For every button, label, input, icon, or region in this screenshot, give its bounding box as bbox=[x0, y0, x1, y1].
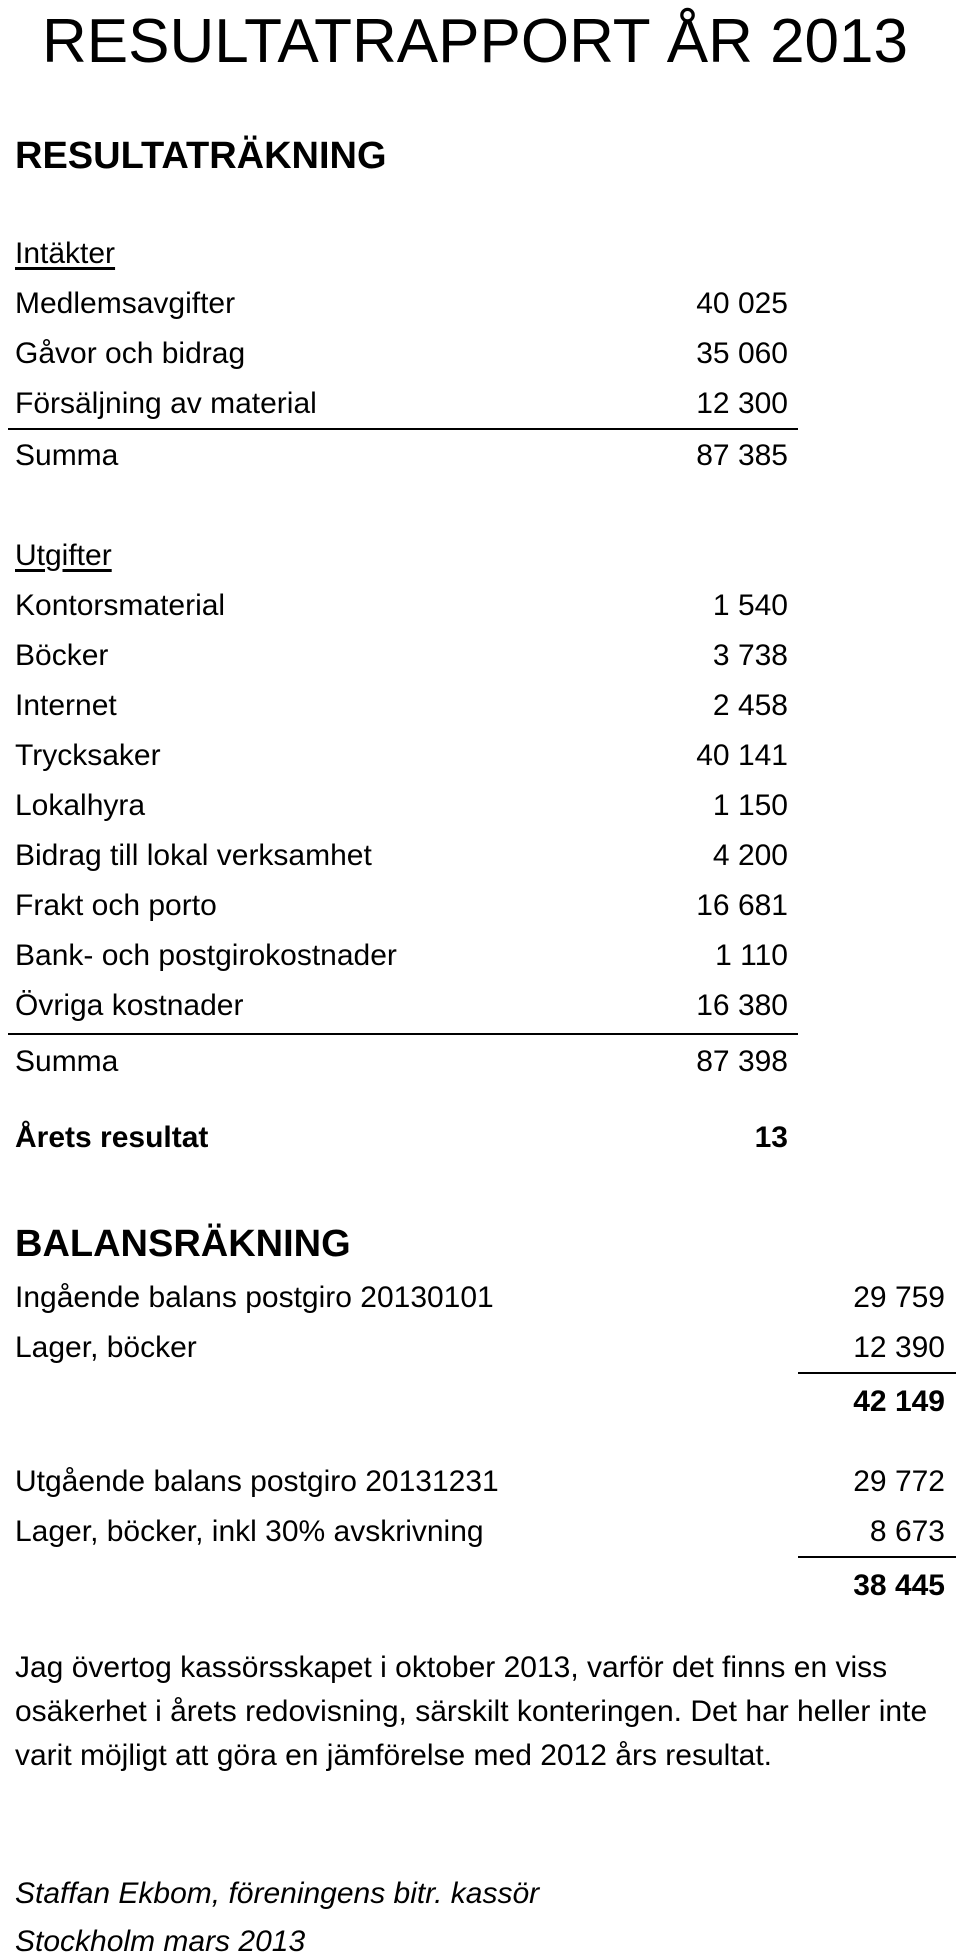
income-row-value: 12 300 bbox=[696, 387, 788, 420]
closing-total-rule bbox=[798, 1556, 956, 1558]
income-statement-heading: RESULTATRÄKNING bbox=[15, 135, 387, 177]
page-title: RESULTATRAPPORT ÅR 2013 bbox=[42, 7, 909, 76]
expense-row-label: Kontorsmaterial bbox=[15, 589, 226, 622]
closing-row-value: 8 673 bbox=[869, 1515, 945, 1548]
income-row-value: 40 025 bbox=[696, 287, 788, 320]
expenses-sum-label: Summa bbox=[15, 1045, 119, 1078]
income-row-label: Gåvor och bidrag bbox=[15, 337, 246, 370]
income-section-heading: Intäkter bbox=[15, 237, 116, 270]
expense-row-label: Frakt och porto bbox=[15, 889, 217, 922]
income-sum-label: Summa bbox=[15, 439, 119, 472]
closing-row-value: 29 772 bbox=[853, 1465, 945, 1498]
expense-row-value: 1 540 bbox=[712, 589, 788, 622]
opening-total-value: 42 149 bbox=[853, 1385, 945, 1418]
expense-row-value: 16 681 bbox=[696, 889, 788, 922]
expense-row-value: 1 110 bbox=[715, 939, 788, 972]
opening-row-value: 29 759 bbox=[853, 1281, 945, 1314]
treasurer-note: Jag övertog kassörsskapet i oktober 2013, varför det finns en viss osäkerhet i årets redovisning, särskilt konteringen. Det har heller inte varit möjligt att göra en jämförelse med 2012 års resultat. bbox=[15, 1651, 928, 1772]
closing-row-label: Utgående balans postgiro 20131231 bbox=[15, 1465, 499, 1498]
expense-row-value: 16 380 bbox=[696, 989, 788, 1022]
year-result-label: Årets resultat bbox=[15, 1121, 209, 1154]
income-row-label: Försäljning av material bbox=[15, 387, 317, 420]
closing-total-value: 38 445 bbox=[853, 1569, 945, 1602]
opening-total-rule bbox=[798, 1372, 956, 1374]
expense-row-label: Bank- och postgirokostnader bbox=[15, 939, 397, 972]
expense-row-label: Lokalhyra bbox=[15, 789, 146, 822]
expense-row-label: Böcker bbox=[15, 639, 109, 672]
expense-row-label: Övriga kostnader bbox=[15, 989, 244, 1022]
income-row-value: 35 060 bbox=[696, 337, 788, 370]
year-result-value: 13 bbox=[754, 1121, 788, 1154]
expense-row-label: Internet bbox=[15, 689, 117, 722]
opening-row-value: 12 390 bbox=[853, 1331, 945, 1364]
opening-row-label: Lager, böcker bbox=[15, 1331, 197, 1364]
expense-row-label: Trycksaker bbox=[15, 739, 161, 772]
expense-row-value: 40 141 bbox=[696, 739, 788, 772]
expense-row-value: 1 150 bbox=[712, 789, 788, 822]
expense-row-value: 2 458 bbox=[712, 689, 788, 722]
income-sum-value: 87 385 bbox=[696, 439, 788, 472]
closing-row-label: Lager, böcker, inkl 30% avskrivning bbox=[15, 1515, 484, 1548]
signature-name: Staffan Ekbom, föreningens bitr. kassör bbox=[15, 1877, 540, 1910]
income-row-label: Medlemsavgifter bbox=[15, 287, 236, 320]
signature-place-date: Stockholm mars 2013 bbox=[15, 1925, 306, 1958]
balance-sheet-heading: BALANSRÄKNING bbox=[15, 1223, 351, 1265]
expense-row-value: 3 738 bbox=[712, 639, 788, 672]
income-sum-rule bbox=[8, 428, 798, 430]
expense-row-value: 4 200 bbox=[712, 839, 788, 872]
expenses-section-heading: Utgifter bbox=[15, 539, 112, 572]
opening-row-label: Ingående balans postgiro 20130101 bbox=[15, 1281, 494, 1314]
expenses-sum-value: 87 398 bbox=[696, 1045, 788, 1078]
expenses-sum-rule bbox=[8, 1033, 798, 1035]
expense-row-label: Bidrag till lokal verksamhet bbox=[15, 839, 372, 872]
